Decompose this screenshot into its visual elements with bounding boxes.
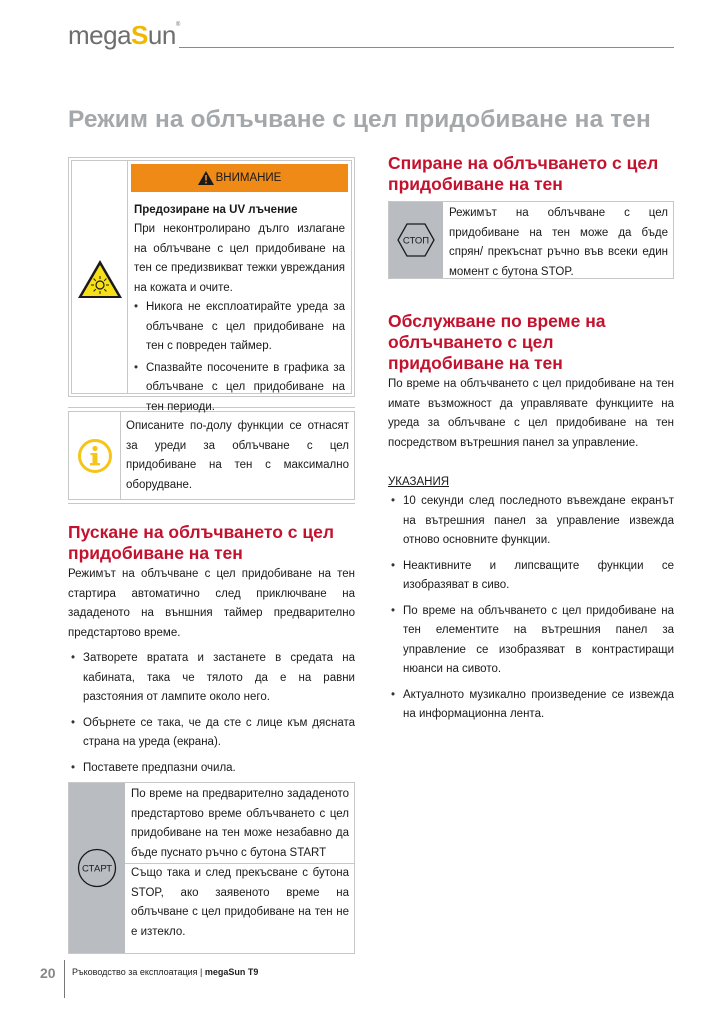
- start-button-box: [68, 782, 355, 954]
- megasun-logo: [68, 20, 180, 51]
- footer-doc-label: [72, 967, 258, 977]
- page-title: Режим на облъчване с цел придобиване на тен: [68, 106, 651, 133]
- warning-icon-cell: [71, 160, 127, 394]
- start-note: Също така и след прекъсване с бутона STOP, ако заявеното време на облъчване с цел придобиване на тен не е изтекло.: [125, 863, 354, 942]
- header-divider: [179, 47, 674, 48]
- logo-text-s: S: [131, 20, 148, 50]
- page-number: 20: [40, 965, 56, 981]
- operate-section-text: По време на облъчването с цел придобиване на тен имате възможност да управлявате функциите на уреда за облъчване с цел придобиване на тен посредством вътрешния панел за управление.: [388, 378, 674, 449]
- stop-button-cell: [389, 202, 443, 278]
- start-button-notes: [125, 783, 354, 953]
- logo-text-prefix: mega: [68, 20, 132, 50]
- svg-text:СТАРТ: СТАРТ: [81, 863, 113, 875]
- footer-divider: [64, 960, 65, 998]
- logo-registered-mark: ®: [175, 22, 180, 28]
- stop-note: Режимът на облъчване с цел придобиване на тен може да бъде спрян/ прекъснат ръчно във всеки един момент с бутона STOP.: [449, 207, 668, 278]
- warning-triangle-icon: [198, 171, 214, 185]
- start-section-text: Режимът на облъчване с цел придобиване на тен стартира автоматично след приключване на зададеното на външния таймер предварително предстартово време.: [68, 568, 355, 639]
- warning-heading: Предозиране на UV лъчение: [134, 204, 298, 216]
- start-bullet-list: [68, 649, 355, 778]
- stop-section-heading: Спиране на облъчването с цел придобиване на тен: [388, 153, 659, 194]
- start-section-heading: Пускане на облъчването с цел придобиване на тен: [68, 522, 334, 563]
- footer-product-name: megaSun T9: [204, 967, 259, 977]
- note-bullet: • Актуалното музикално произведение се извежда на информационна лента.: [388, 686, 674, 725]
- info-circle-icon: [77, 438, 113, 474]
- warning-label: ВНИМАНИЕ: [215, 172, 282, 184]
- stop-button-box: [388, 201, 674, 279]
- warning-banner: [131, 164, 348, 192]
- warning-bullet: • Никога не експлоатирайте уреда за облъчване с цел придобиване на тен с повреден таймер.: [134, 298, 345, 357]
- start-bullet: • Поставете предпазни очила.: [68, 759, 355, 779]
- uv-radiation-hazard-icon: [77, 259, 123, 299]
- operate-section-heading: Обслужване по време на облъчването с цел придобиване на тен: [388, 311, 606, 373]
- info-box: [68, 407, 355, 504]
- right-column: [388, 153, 674, 725]
- notes-label: УКАЗАНИЯ: [388, 476, 450, 488]
- left-column: [68, 157, 355, 954]
- info-text: Описаните по-долу функции се отнасят за уреди за облъчване с цел придобиване на тен с максимално оборудване.: [126, 420, 349, 491]
- note-bullet: • По време на облъчването с цел придобиване на тен елементите на вътрешния панел за управление се изобразяват в контрастиращи нюанси на сивото.: [388, 602, 674, 680]
- notes-bullet-list: [388, 492, 674, 725]
- page-header: [68, 20, 674, 50]
- warning-text-cell: [127, 160, 352, 413]
- footer-doc-title: Ръководство за експлоатация |: [72, 967, 205, 977]
- warning-text: При неконтролирано дълго излагане на облъчване с цел придобиване на тен се предизвикват тежки увреждания на кожата и очите.: [134, 223, 345, 294]
- warning-bullet-list: [134, 298, 345, 417]
- note-bullet: • Неактивните и липсващите функции се изобразяват в сиво.: [388, 557, 674, 596]
- note-bullet: • 10 секунди след последното въвеждане екранът на вътрешния панел за управление извежда отново основните функции.: [388, 492, 674, 551]
- info-icon-cell: [69, 412, 121, 499]
- warning-box: [68, 157, 355, 413]
- logo-text-suffix: un: [147, 20, 176, 50]
- start-button-icon[interactable]: [77, 848, 117, 888]
- stop-button-icon[interactable]: [396, 222, 436, 258]
- start-note: По време на предварително зададеното предстартово време облъчването с цел придобиване на тен може незабавно да бъде пуснато ръчно с бутона START: [131, 788, 349, 859]
- svg-text:СТОП: СТОП: [402, 235, 430, 247]
- start-bullet: • Затворете вратата и застанете в средата на кабината, така че тялото да е на равни разстояния от лампите около него.: [68, 649, 355, 708]
- warning-bullet: • Спазвайте посочените в графика за облъчване с цел придобиване на тен периоди.: [134, 359, 345, 418]
- start-button-cell: [69, 783, 125, 953]
- start-bullet: • Обърнете се така, че да сте с лице към дясната страна на уреда (екрана).: [68, 714, 355, 753]
